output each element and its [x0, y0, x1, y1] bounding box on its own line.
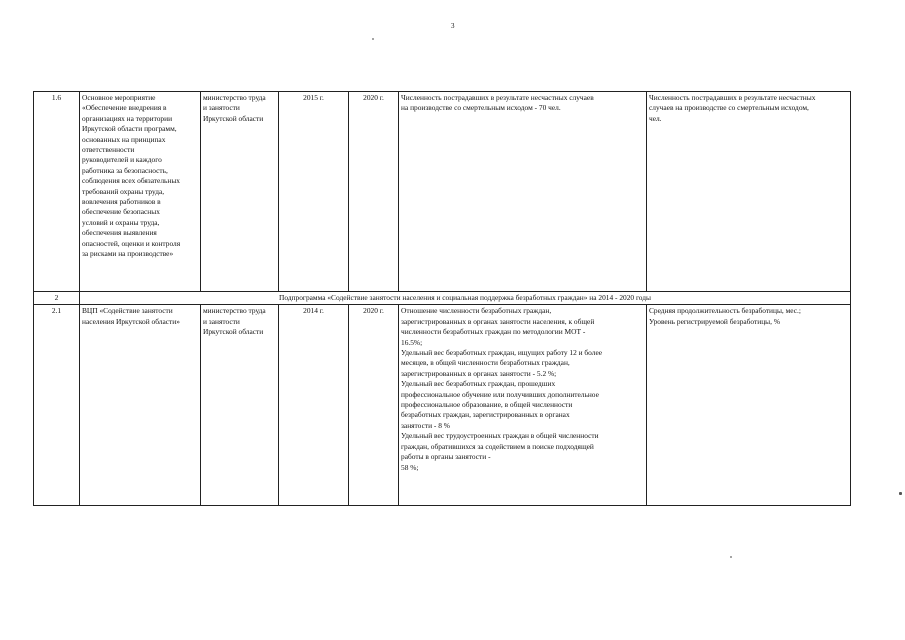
page-number: 3	[451, 22, 455, 30]
target-indicator: Численность пострадавших в результате несчастных случаев на производстве со смертельным исходом, чел.	[647, 92, 851, 292]
measures-table	[33, 91, 851, 506]
executor: министерство труда и занятости Иркутской области	[201, 92, 279, 292]
scan-speck	[730, 556, 732, 558]
row-number: 2	[34, 292, 80, 305]
table-row-2-1	[34, 305, 851, 506]
end-year: 2020 г.	[349, 305, 399, 506]
subprogram-title: Подпрограмма «Содействие занятости населения и социальная поддержка безработных граждан» на 2014 - 2020 годы	[80, 292, 851, 305]
measure-name: ВЦП «Содействие занятости населения Иркутской области»	[80, 305, 201, 506]
scan-speck	[372, 38, 374, 40]
expected-result: Численность пострадавших в результате несчастных случаев на производстве со смертельным исходом - 70 чел.	[399, 92, 647, 292]
measure-name: Основное мероприятие «Обеспечение внедрения в организациях на территории Иркутской области программ, основанных на принципах ответственности руководителей и каждого работника за безопасность, соблюдения всех обязательных требований охраны труда, вовлечения работников в обеспечение безопасных условий и охраны труда, обеспечения выявления опасностей, оценки и контроля за рисками на производстве»	[80, 92, 201, 292]
row-number: 1.6	[34, 92, 80, 292]
start-year: 2015 г.	[279, 92, 349, 292]
table-row-1-6	[34, 92, 851, 292]
target-indicator: Средняя продолжительность безработицы, мес.; Уровень регистрируемой безработицы, %	[647, 305, 851, 506]
executor: министерство труда и занятости Иркутской области	[201, 305, 279, 506]
start-year: 2014 г.	[279, 305, 349, 506]
table-row-2-subprogram	[34, 292, 851, 305]
scan-speck	[899, 492, 902, 495]
end-year: 2020 г.	[349, 92, 399, 292]
expected-result: Отношение численности безработных граждан, зарегистрированных в органах занятости населения, к общей численности безработных граждан по методологии МОТ - 16.5%; Удельный вес безработных граждан, ищущих работу 12 и более месяцев, в общей численности безработных граждан, зарегистрированных в органах занятости - 5.2 %; Удельный вес безработных граждан, прошедших профессиональное обучение или получивших дополнительное профессиональное образование, в общей численности безработных граждан, зарегистрированных в органах занятости - 8 % Удельный вес трудоустроенных граждан в общей численности граждан, обратившихся за содействием в поиске подходящей работы в органы занятости - 58 %;	[399, 305, 647, 506]
row-number: 2.1	[34, 305, 80, 506]
